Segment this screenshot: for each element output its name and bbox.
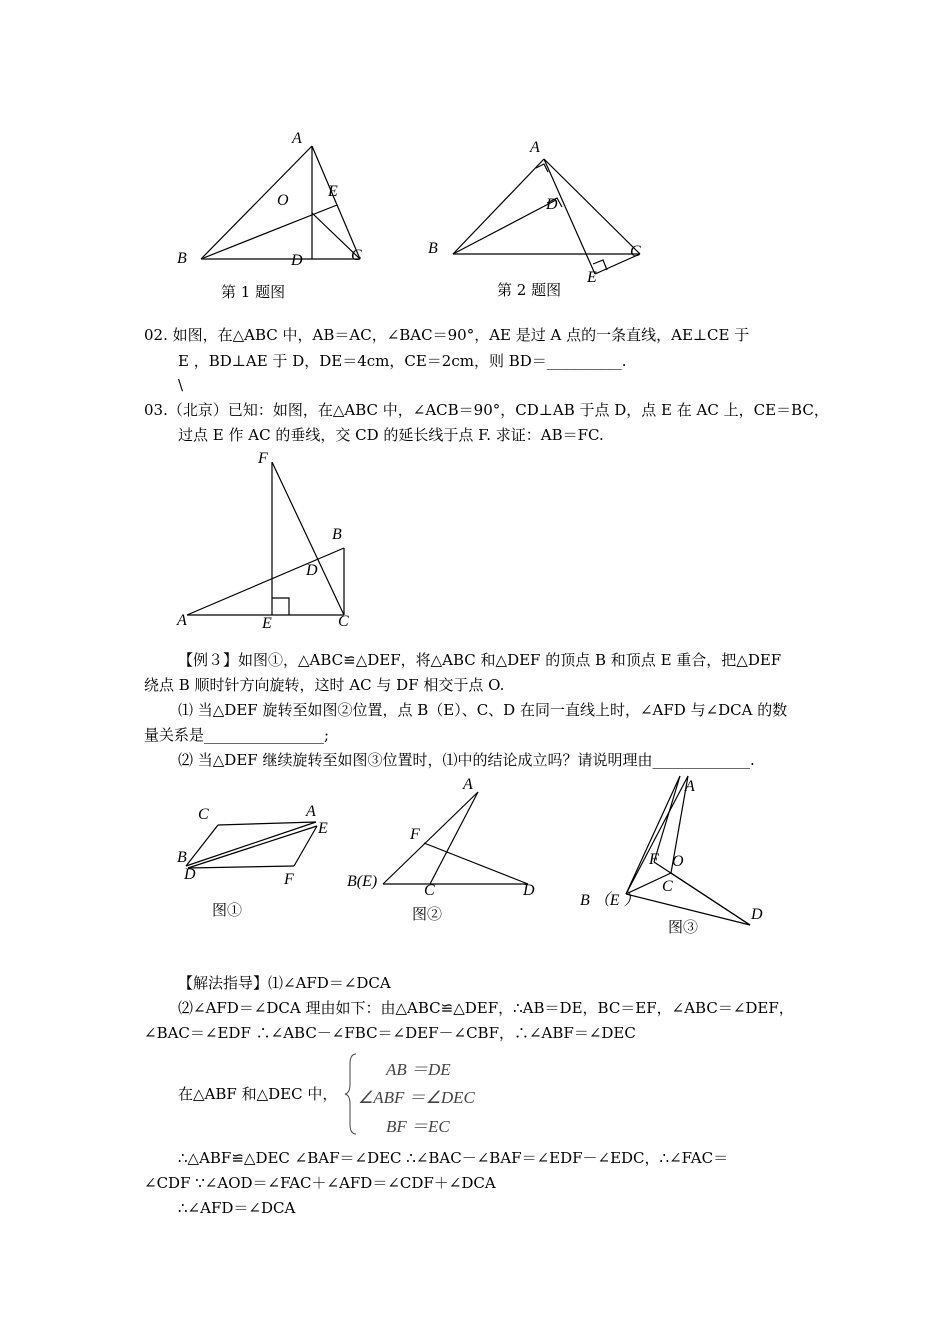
fig1-caption: 第 1 题图 <box>221 283 286 301</box>
f3-label-a: A <box>685 778 695 795</box>
fig2-label-c: C <box>630 243 641 260</box>
fig3-label-e: E <box>262 615 272 632</box>
f1-label-d: D <box>184 866 196 883</box>
f1-caption: 图① <box>212 901 243 919</box>
fig3-label-d: D <box>306 562 318 579</box>
solution-line-6: ∴∠AFD＝∠DCA <box>178 1199 296 1217</box>
fig1-label-e: E <box>328 183 338 200</box>
q02-line-3: \ <box>178 376 184 394</box>
ex3-line-5: ⑵ 当△DEF 继续旋转至如图③位置时，⑴中的结论成立吗？请说明理由_____________. <box>178 751 755 769</box>
q03-line-2: 过点 E 作 AC 的垂线，交 CD 的延长线于点 F. 求证：AB＝FC. <box>178 426 604 444</box>
system-row-3: BF ＝EC <box>386 1117 450 1136</box>
f2-label-a: A <box>463 776 473 793</box>
f3-label-o: O <box>672 853 684 870</box>
fig1-label-c: C <box>351 247 362 264</box>
f1-label-a: A <box>306 803 316 820</box>
fig2-label-a: A <box>530 139 540 156</box>
ex3-line-4: 量关系是________________; <box>144 726 330 744</box>
ex3-line-1: 【例３】如图①，△ABC≌△DEF，将△ABC 和△DEF 的顶点 B 和顶点 E 重合，把△DEF <box>178 651 782 669</box>
solution-line-5: ∠CDF ∵∠AOD＝∠FAC＋∠AFD＝∠CDF＋∠DCA <box>144 1174 496 1192</box>
fig1-label-d: D <box>291 252 303 269</box>
q02-line-1: 02. 如图，在△ABC 中，AB＝AC，∠BAC＝90°，AE 是过 A 点的一条直线，AE⊥CE 于 <box>144 326 750 344</box>
f1-label-f: F <box>284 871 294 888</box>
q03-line-1: 03.（北京）已知：如图，在△ABC 中，∠ACB＝90°，CD⊥AB 于点 D，点 E 在 AC 上，CE＝BC， <box>144 401 829 419</box>
solution-line-1: 【解法指导】⑴∠AFD＝∠DCA <box>178 974 391 992</box>
f3-label-c: C <box>662 878 673 895</box>
f2-label-c: C <box>424 882 435 899</box>
q02-line-2: E ，BD⊥AE 于 D，DE＝4cm，CE＝2cm，则 BD＝__________. <box>178 352 627 370</box>
fig3-label-a: A <box>177 612 187 629</box>
solution-line-3: ∠BAC＝∠EDF ∴∠ABC－∠FBC＝∠DEF－∠CBF，∴∠ABF＝∠DEC <box>144 1024 636 1042</box>
f3-label-be: B （E ） <box>580 892 640 909</box>
ex3-line-2: 绕点 B 顺时针方向旋转，这时 AC 与 DF 相交于点 O. <box>144 676 505 694</box>
f2-label-d: D <box>523 882 535 899</box>
solution-system-intro: 在△ABF 和△DEC 中， <box>178 1085 338 1103</box>
fig3-label-b: B <box>332 526 342 543</box>
fig1-label-b: B <box>177 250 187 267</box>
f2-label-f: F <box>410 826 420 843</box>
ex3-line-3: ⑴ 当△DEF 旋转至如图②位置，点 B（E）、C、D 在同一直线上时，∠AFD 与∠DCA 的数 <box>178 701 788 719</box>
solution-line-2: ⑵∠AFD＝∠DCA 理由如下：由△ABC≌△DEF，∴AB＝DE，BC＝EF，∠ABC＝∠DEF， <box>178 999 794 1017</box>
f1-label-b: B <box>177 849 187 866</box>
fig3-label-f: F <box>258 450 268 467</box>
fig2-label-b: B <box>428 240 438 257</box>
f2-label-be: B(E) <box>347 873 378 890</box>
fig1-label-o: O <box>277 192 289 209</box>
f3-caption: 图③ <box>668 918 699 936</box>
fig1-label-a: A <box>292 130 302 147</box>
solution-line-4: ∴△ABF≌△DEC ∠BAF＝∠DEC ∴∠BAC－∠BAF＝∠EDF－∠EDC，∴∠FAC＝ <box>178 1149 729 1167</box>
system-row-1: AB ＝DE <box>386 1060 451 1079</box>
fig3-label-c: C <box>338 613 349 630</box>
f2-caption: 图② <box>412 905 443 923</box>
f3-label-f: F <box>649 851 659 868</box>
system-row-2: ∠ABF ＝∠DEC <box>358 1088 475 1107</box>
fig2-label-d: D <box>546 196 558 213</box>
f1-label-e: E <box>318 820 328 837</box>
fig2-label-e: E <box>587 269 597 286</box>
fig2-caption: 第 2 题图 <box>497 281 562 299</box>
f3-label-d: D <box>751 906 763 923</box>
f1-label-c: C <box>198 806 209 823</box>
